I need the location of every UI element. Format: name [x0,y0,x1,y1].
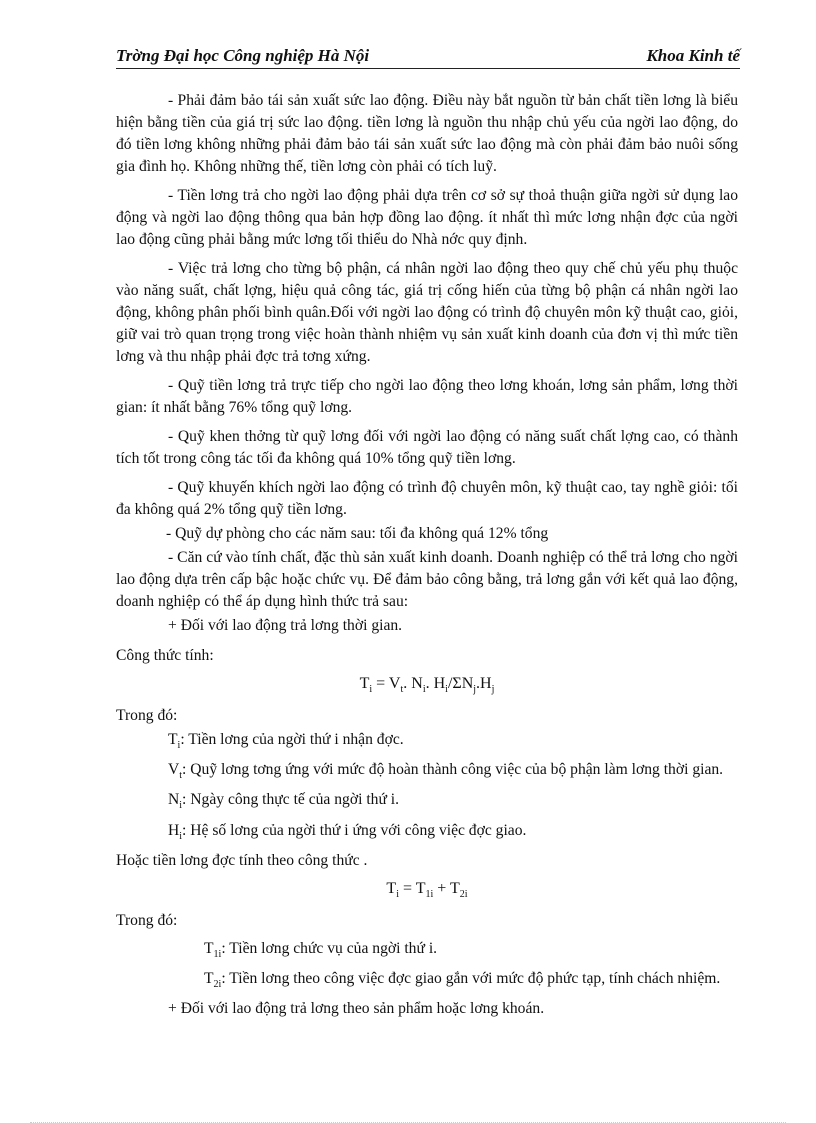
formula-label: Công thức tính: [116,647,214,664]
paragraph: - Phải đảm bảo tái sản xuất sức lao động. Điều này bắt nguồn từ bản chất tiền lơng là biểu hiện bằng tiền của giá trị sức lao động. tiền lơng là nguồn thu nhập chủ yếu của ngời lao động, do đó tiền lơng không những phải đảm bảo tái sản xuất sức lao động mà còn phải đảm bảo nuôi sống gia đình họ. Không những thế, tiền lơng còn phải có tích luỹ. [116,92,738,175]
formula-1: $T_i = V_t$. $N_i$. $H_i/\Sigma N_j.H_j$ [359,675,495,696]
paragraph: + Đối với lao động trả lơng thời gian. [168,617,403,634]
paragraph: - Quỹ khuyến khích ngời lao động có trình độ chuyên môn, kỹ thuật cao, tay nghề giỏi: tối đa không quá 2% tổng quỹ tiền lơng. [116,479,738,518]
header-school: Trờng Đại học Công nghiệp Hà Nội [116,46,370,65]
paragraph: - Quỹ tiền lơng trả trực tiếp cho ngời lao động theo lơng khoán, lơng sản phẩm, lơng thời gian: ít nhất bằng 76% tổng quỹ lơng. [116,377,738,416]
alternative-formula-label: Hoặc tiền lơng đợc tính theo công thức . [116,851,368,869]
where-label: Trong đó: [116,707,178,725]
paragraph: - Tiền lơng trả cho ngời lao động phải dựa trên cơ sở sự thoả thuận giữa ngời sử dụng lao động và ngời lao động thông qua bản hợp đồng lao động. ít nhất thì mức lơng nhận đợc của ngời lao động cũng phải bằng mức lơng tối thiểu do Nhà nớc quy định. [116,187,738,248]
definition: $N_i$: Ngày công thực tế của ngời thứ i. [168,791,400,812]
definition: $T_{2i}$: Tiền lơng theo công việc đợc giao gắn với mức độ phức tạp, tính chách nhiệm. [204,969,721,991]
definition: $H_i$: Hệ số lơng của ngời thứ i ứng với công việc đợc giao. [168,821,527,842]
document-body [116,90,738,1022]
where-label: Trong đó: [116,911,178,929]
formula-2: $T_i = T_{1i} + T_{2i}$ [386,879,468,900]
paragraph: - Quỹ khen thởng từ quỹ lơng đối với ngời lao động có năng suất chất lợng cao, có thành tích tốt trong công tác tối đa không quá 10% tổng quỹ tiền lơng. [116,428,738,467]
definition: $V_t$: Quỹ lơng tơng ứng với mức độ hoàn thành công việc của bộ phận làm lơng thời gian. [168,761,724,782]
paragraph: - Quỹ dự phòng cho các năm sau: tối đa không quá 12% tổng [166,525,549,542]
paragraph: + Đối với lao động trả lơng theo sản phẩm hoặc lơng khoán. [168,1000,545,1018]
paragraph: - Việc trả lơng cho từng bộ phận, cá nhân ngời lao động theo quy chế chủ yếu phụ thuộc vào năng suất, chất lợng, hiệu quả công tác, giá trị cống hiến của từng bộ phận cá nhân ngời lao động, không phân phối bình quân.Đối với ngời lao động có trình độ chuyên môn kỹ thuật cao, giỏi, giữ vai trò quan trọng trong việc hoàn thành nhiệm vụ sản xuất kinh doanh của đơn vị thì mức tiền lơng và thu nhập phải đợc trả tơng xứng. [116,260,738,365]
header-faculty: Khoa Kinh tế [646,46,740,65]
page-header [116,44,740,69]
definition: $T_{1i}$: Tiền lơng chức vụ của ngời thứ i. [204,939,438,960]
paragraph: - Căn cứ vào tính chất, đặc thù sản xuất kinh doanh. Doanh nghiệp có thể trả lơng cho ngời lao động dựa trên cấp bậc hoặc chức vụ. Để đảm bảo công bằng, trả lơng gắn với kết quả lao động, doanh nghiệp có thể áp dụng hình thức trả sau: [116,549,738,610]
definition: $T_i$: Tiền lơng của ngời thứ i nhận đợc. [168,731,404,752]
